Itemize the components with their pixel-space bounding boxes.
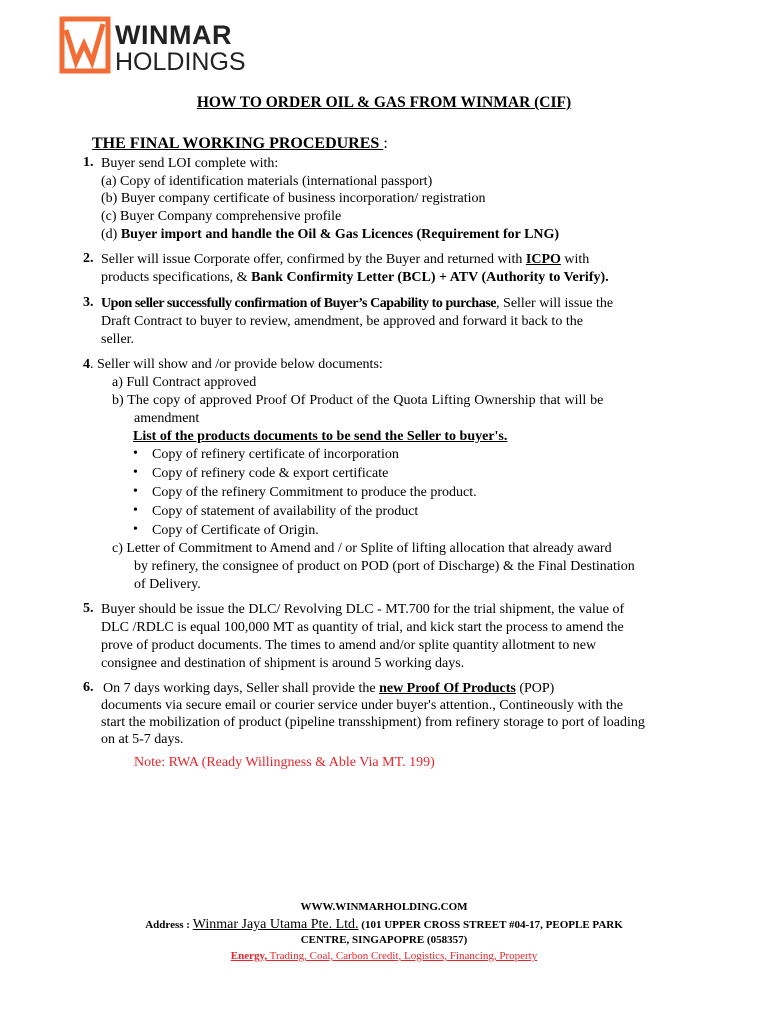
section-heading-colon: : xyxy=(383,135,388,152)
energy-label: Energy, xyxy=(230,950,268,962)
step-5-line-3: prove of product documents. The times to amend and/or splite quantity allotment to new xyxy=(101,638,597,653)
section-heading xyxy=(92,135,388,153)
rwa-note: Note: RWA (Ready Willingness & Able Via MT. 199) xyxy=(134,755,435,770)
step-4-item-c-1: c) Letter of Commitment to Amend and / or Splite of lifting allocation that already award xyxy=(112,541,612,556)
step-5-line-4: consignee and destination of shipment is around 5 working days. xyxy=(101,656,465,671)
brand-line2: HOLDINGS xyxy=(115,48,246,76)
step-3-line-3: seller. xyxy=(101,332,135,347)
step-1-item-a: (a) Copy of identification materials (international passport) xyxy=(101,174,433,189)
step-4-line xyxy=(83,356,383,374)
sectors-list: Trading, Coal, Carbon Credit, Logistics, Financing, Property xyxy=(267,950,538,962)
document-item-1: Copy of refinery certificate of incorporation xyxy=(152,447,399,462)
step-5-number: 5. xyxy=(83,601,94,616)
document-item-2: Copy of refinery code & export certificate xyxy=(152,466,389,481)
step-6-number: 6. xyxy=(83,680,94,695)
step-6-line-1 xyxy=(103,680,554,698)
step-4-item-b-1 xyxy=(112,392,680,410)
bullet-5: • xyxy=(133,522,138,537)
step-2-number: 2. xyxy=(83,251,94,266)
step-6-line-2: documents via secure email or courier service under buyer's attention., Contineously with the xyxy=(101,698,623,713)
step-2-line-2 xyxy=(101,269,609,287)
new-pop-label: new Proof Of Products xyxy=(379,681,516,696)
step-4-item-c-3: of Delivery. xyxy=(134,577,201,592)
document-item-5: Copy of Certificate of Origin. xyxy=(152,523,319,538)
footer-address-line-2: CENTRE, SINGAPOPRE (058357) xyxy=(300,934,468,946)
bullet-2: • xyxy=(133,465,138,480)
step-1-item-b: (b) Buyer company certificate of business incorporation/ registration xyxy=(101,191,486,206)
footer-address-line-1 xyxy=(0,917,768,933)
step-2-line-1 xyxy=(101,251,589,269)
step-1-text: Buyer send LOI complete with: xyxy=(101,156,279,171)
document-title: HOW TO ORDER OIL & GAS FROM WINMAR (CIF) xyxy=(196,94,572,111)
step-4-item-b-2: amendment xyxy=(134,411,200,426)
step-5-line-2: DLC /RDLC is equal 100,000 MT as quantity of trial, and kick start the process to amend the xyxy=(101,620,624,635)
step-4-number: 4 xyxy=(83,357,90,372)
step-1-item-d-prefix: (d) xyxy=(101,227,121,242)
address-text-1: (101 UPPER CROSS STREET #04-17, PEOPLE PARK xyxy=(358,919,623,931)
step-3-number: 3. xyxy=(83,295,94,310)
step-4-dot: . xyxy=(90,357,94,372)
step-6-text-1: On 7 days working days, Seller shall provide the xyxy=(103,681,380,696)
step-5-line-1: Buyer should be issue the DLC/ Revolving DLC - MT.700 for the trial shipment, the value of xyxy=(101,602,625,617)
bullet-3: • xyxy=(133,484,138,499)
bullet-4: • xyxy=(133,503,138,518)
icpo-label: ICPO xyxy=(525,252,561,267)
step-3-bold: Upon seller successfully confirmation of Buyer’s Capability to purchase xyxy=(101,296,497,311)
bullet-1: • xyxy=(133,446,138,461)
step-4-text: Seller will show and /or provide below documents: xyxy=(93,357,383,372)
step-4-item-b-text: b) The copy of approved Proof Of Product of the Quota Lifting Ownership that will be xyxy=(112,393,604,408)
step-3-line-2: Draft Contract to buyer to review, amendment, be approved and forward it back to the xyxy=(101,314,583,329)
company-logo xyxy=(59,16,249,78)
step-6-line-4: on at 5-7 days. xyxy=(101,732,184,747)
step-4-item-a: a) Full Contract approved xyxy=(112,375,257,390)
footer-website: WWW.WINMARHOLDING.COM xyxy=(300,901,468,913)
step-1-item-d xyxy=(101,226,559,244)
step-3-text-1: , Seller will issue the xyxy=(496,296,614,311)
step-1-number: 1. xyxy=(83,155,94,170)
section-heading-text: THE FINAL WORKING PROCEDURES xyxy=(92,135,384,152)
winmar-logo-mark xyxy=(59,16,113,74)
footer-sectors xyxy=(0,950,768,962)
step-1-item-c: (c) Buyer Company comprehensive profile xyxy=(101,209,342,224)
step-3-line-1 xyxy=(101,295,613,313)
documents-list-title: List of the products documents to be send the Seller to buyer's. xyxy=(133,429,508,444)
step-2-text-2: with xyxy=(560,252,590,267)
company-name: Winmar Jaya Utama Pte. Ltd. xyxy=(192,917,359,932)
address-label: Address : xyxy=(145,919,193,931)
step-2-bold: Bank Confirmity Letter (BCL) + ATV (Authority to Verify). xyxy=(251,270,609,285)
brand-line1: WINMAR xyxy=(115,20,232,50)
step-2-text-3: products specifications, & xyxy=(101,270,252,285)
step-6-line-3: start the mobilization of product (pipeline transshipment) from refinery storage to port of loading xyxy=(101,715,645,730)
document-item-3: Copy of the refinery Commitment to produce the product. xyxy=(152,485,477,500)
step-4-item-c-2: by refinery, the consignee of product on POD (port of Discharge) & the Final Destination xyxy=(134,559,635,574)
step-2-text-1: Seller will issue Corporate offer, confirmed by the Buyer and returned with xyxy=(101,252,526,267)
step-6-text-2: (POP) xyxy=(515,681,555,696)
document-item-4: Copy of statement of availability of the product xyxy=(152,504,419,519)
step-1-item-d-bold: Buyer import and handle the Oil & Gas Licences (Requirement for LNG) xyxy=(120,227,560,242)
